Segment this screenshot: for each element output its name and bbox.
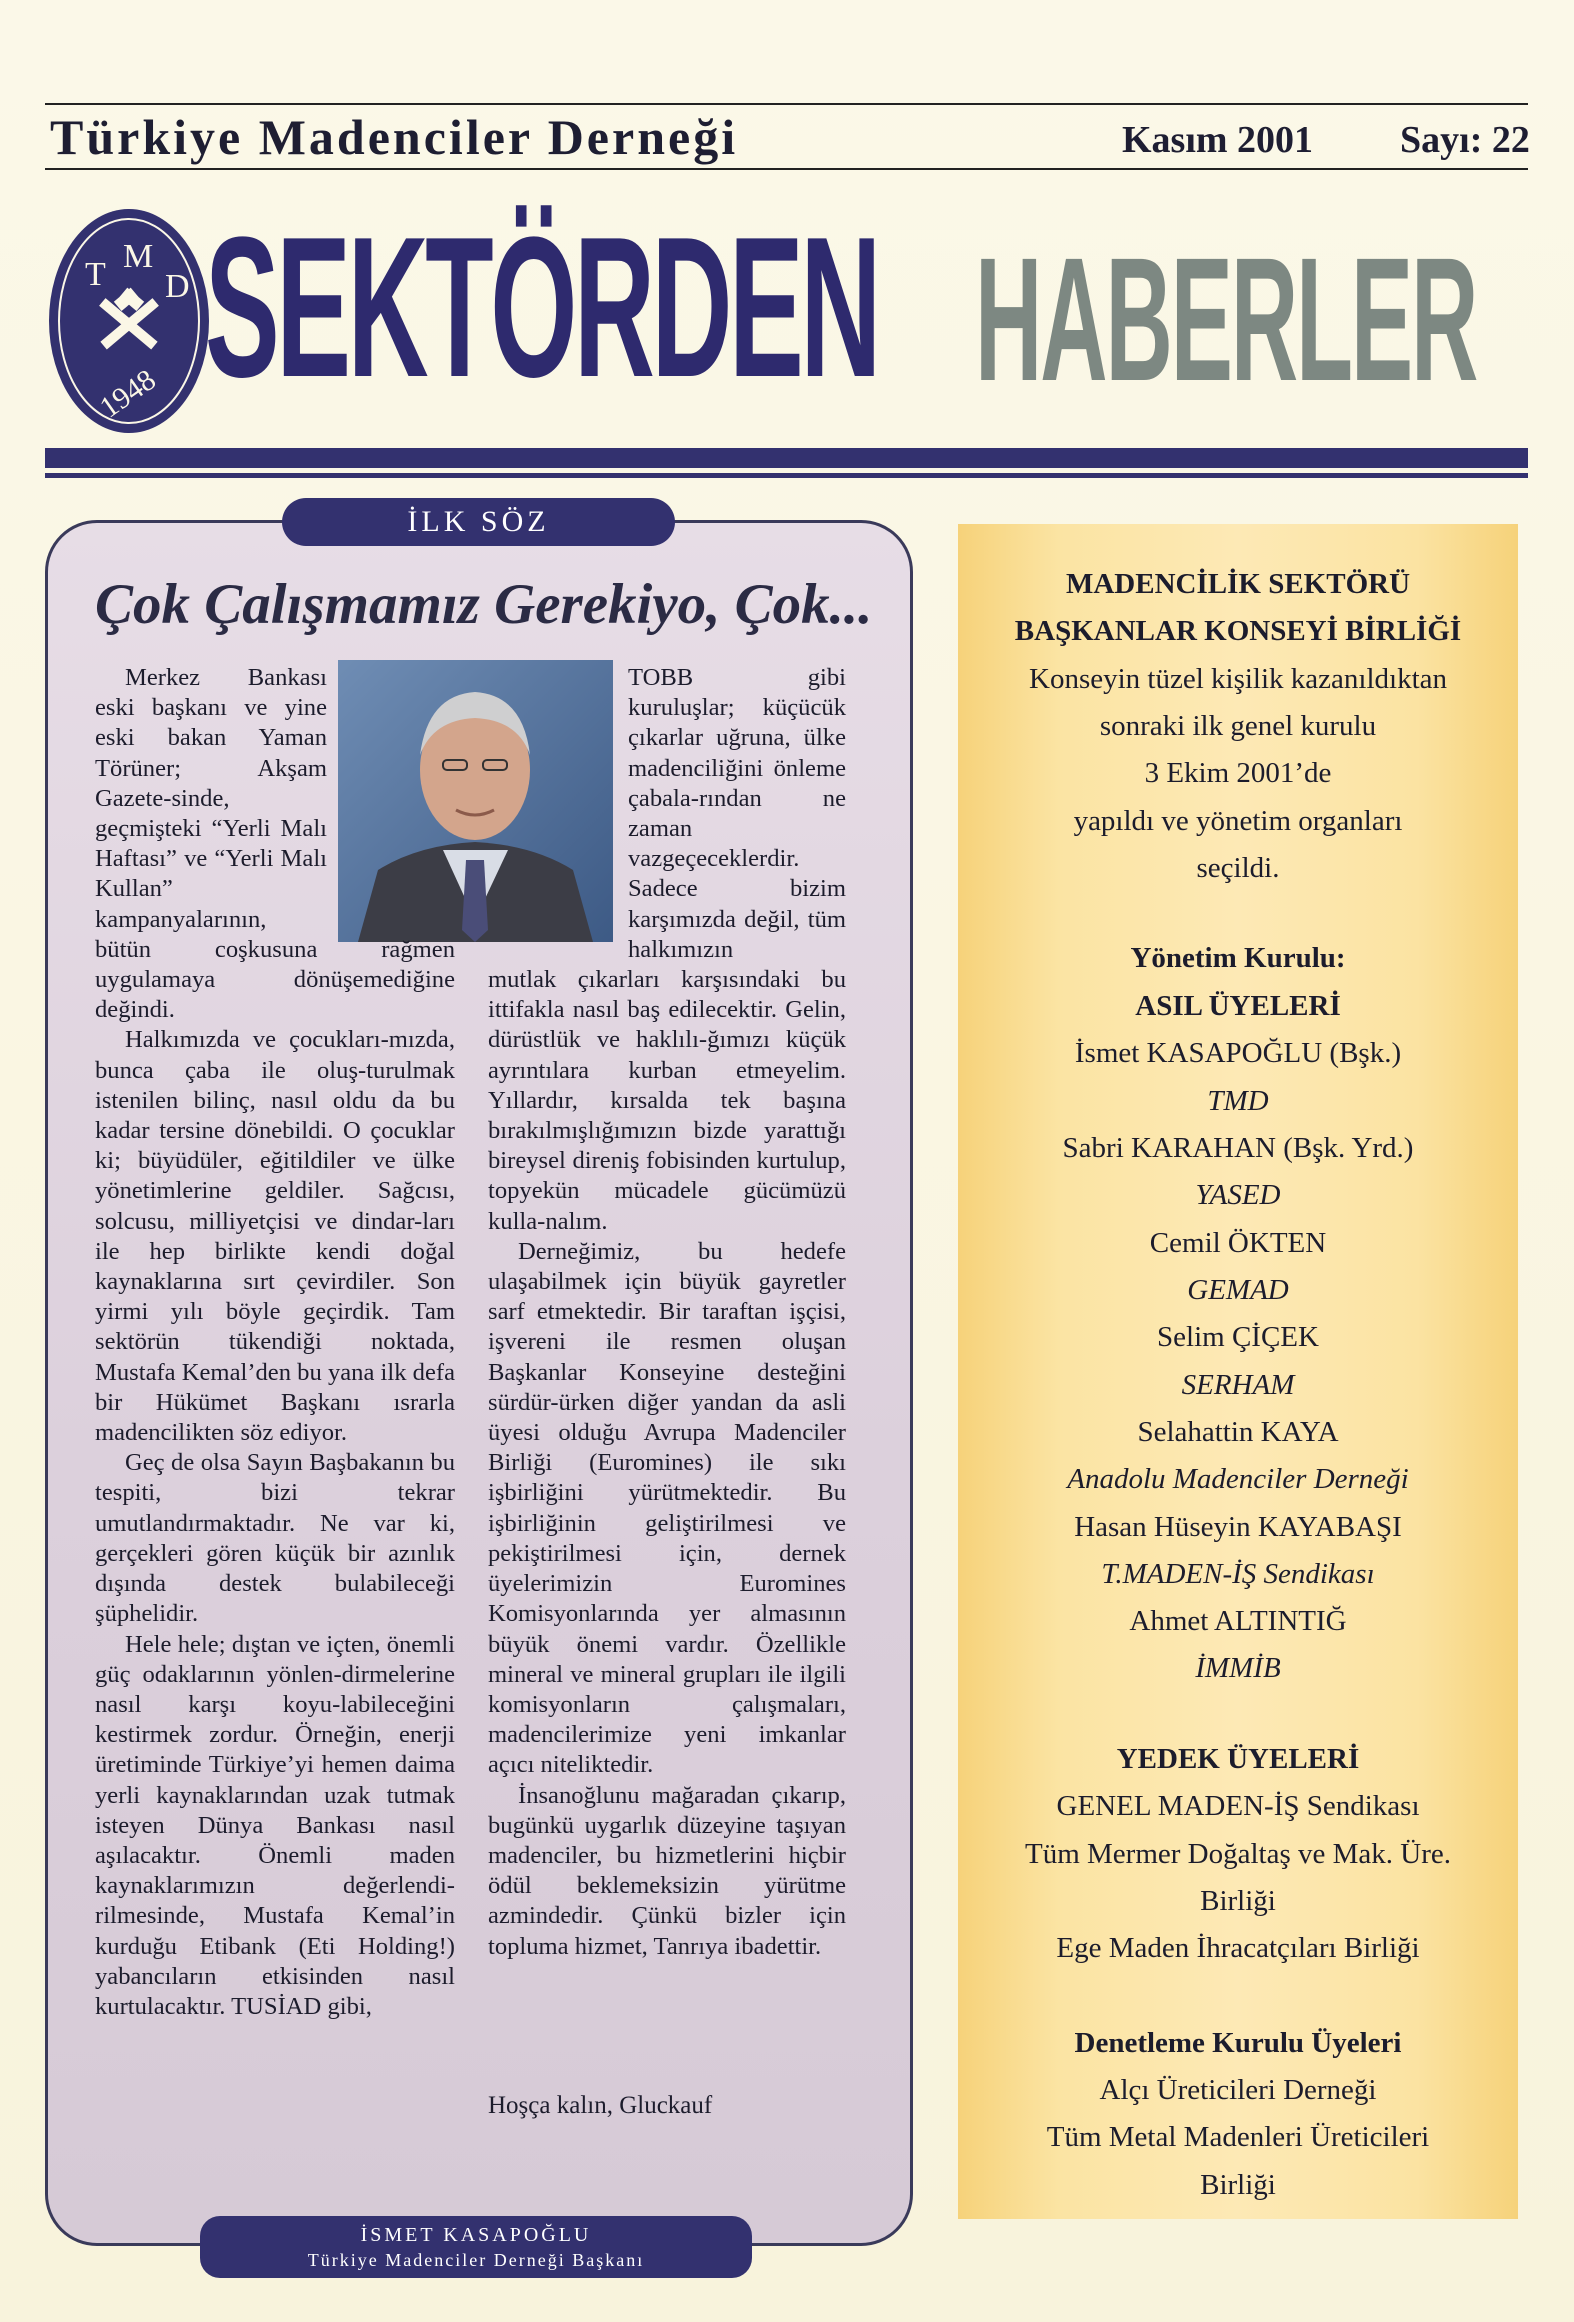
sidebar-intro-line: yapıldı ve yönetim organları	[1073, 805, 1403, 837]
member-org: Anadolu Madenciler Derneği	[1067, 1463, 1409, 1495]
logo-letter-m: M	[123, 238, 154, 275]
audit-line: Birliği	[1200, 2169, 1276, 2201]
author-name: İSMET KASAPOĞLU	[360, 2224, 592, 2246]
member-name: Cemil ÖKTEN	[1149, 1227, 1327, 1259]
member-name: Ahmet ALTINTIĞ	[1129, 1605, 1347, 1637]
paragraph: Geç de olsa Sayın Başbakanın bu tespiti, bizi tekrar umutlandırmaktadır. Ne var ki, gerçekleri gören küçük bir azınlık dışında destek bulabileceği şüphelidir.	[95, 1449, 455, 1628]
sidebar-intro-line: Konseyin tüzel kişilik kazanıldıktan	[1029, 663, 1447, 695]
member-name: Hasan Hüseyin KAYABAŞI	[1074, 1511, 1402, 1543]
member-org: İMMİB	[1195, 1652, 1281, 1684]
sidebar-intro-line: 3 Ekim 2001’de	[1144, 757, 1332, 789]
organization-name: Türkiye Madenciler Derneği	[50, 109, 739, 165]
board-heading: Yönetim Kurulu:	[1130, 942, 1346, 974]
signoff: Hoşça kalın, Gluckauf	[488, 2092, 713, 2119]
top-rule	[45, 103, 1528, 105]
logo-year: 1948	[93, 363, 162, 425]
sidebar-intro-line: seçildi.	[1196, 852, 1280, 884]
substitute-heading: YEDEK ÜYELERİ	[1116, 1743, 1360, 1775]
paragraph: bütün coşkusuna rağmen uygulamaya dönüşemediğine değindi.	[95, 935, 455, 1024]
logo-letter-t: T	[85, 256, 106, 293]
paragraph: İnsanoğlunu mağaradan çıkarıp, bugünkü uygarlık düzeyine taşıyan madenciler, bu hizmetlerini hiçbir ödül beklemeksizin yürütme azmindedir. Çünkü bizler için topluma hizmet, Tanrıya ibadettir.	[488, 1781, 846, 1960]
member-name: Sabri KARAHAN (Bşk. Yrd.)	[1062, 1132, 1414, 1164]
substitute-line: Tüm Mermer Doğaltaş ve Mak. Üre.	[1024, 1838, 1451, 1870]
audit-heading: Denetleme Kurulu Üyeleri	[1074, 2027, 1402, 2059]
principal-heading: ASIL ÜYELERİ	[1135, 990, 1341, 1022]
paragraph: TOBB gibi kuruluşlar; küçücük çıkarlar uğruna, ülke madenciliğini önleme çabala-rından ne zaman vazgeçeceklerdir. Sadece bizim karşımızda değil, tüm halkımızın	[628, 664, 846, 963]
substitute-line: Ege Maden İhracatçıları Birliği	[1056, 1932, 1420, 1964]
article-headline: Çok Çalışmamız Gerekiyo, Çok...	[95, 573, 873, 636]
member-name: Selim ÇİÇEK	[1157, 1321, 1319, 1353]
paragraph: Merkez Bankası eski başkanı ve yine eski bakan Yaman Törüner; Akşam Gazete-sinde, geçmişteki “Yerli Malı Haftası” ve “Yerli Malı Kullan” kampanyalarının,	[95, 664, 327, 933]
title-sektorden-text: SEKTÖRDEN	[205, 196, 878, 419]
substitute-line: Birliği	[1200, 1885, 1276, 1917]
member-org: TMD	[1207, 1085, 1269, 1117]
issue-number: Sayı: 22	[1400, 119, 1530, 161]
author-title: Türkiye Madenciler Derneği Başkanı	[307, 2250, 645, 2270]
article-column-2	[488, 663, 846, 1962]
audit-line: Tüm Metal Madenleri Üreticileri	[1046, 2121, 1430, 2153]
masthead-band-thin	[45, 473, 1528, 478]
member-org: SERHAM	[1181, 1369, 1295, 1401]
paragraph: Halkımızda ve çocukları-mızda, bunca çaba ile oluş-turulmak istenilen bilinç, nasıl oldu da bu kadar tersine dönebildi. O çocuklar ki; büyüdüler, eğitildiler ve ülke yönetimlerine geldiler. Sağcısı, solcusu, milliyetçisi ve dindar-ları ile hep birlikte kendi doğal kaynaklarına sırt çevirdiler. Son yirmi yılı böyle geçirdik. Tam sektörün tükendiği noktada, Mustafa Kemal’den bu yana ilk defa bir Hükümet Başkanı ısrarla madencilikten söz ediyor.	[95, 1026, 455, 1447]
title-haberler-text: HABERLER	[975, 222, 1477, 418]
sidebar-title-1: MADENCİLİK SEKTÖRÜ	[1065, 568, 1411, 600]
author-ribbon	[200, 2216, 752, 2278]
article-column-1	[95, 663, 455, 2022]
logo-letter-d: D	[165, 268, 190, 305]
title-sektorden	[205, 170, 985, 445]
sidebar-intro-line: sonraki ilk genel kurulu	[1099, 710, 1377, 742]
substitute-line: GENEL MADEN-İŞ Sendikası	[1056, 1790, 1420, 1822]
paragraph: Hele hele; dıştan ve içten, önemli güç odaklarının yönlen-dirmelerine nasıl karşı koyu-labileceğini kestirmek zordur. Örneğin, enerji üretiminde Türkiye’yi hemen daima yerli kaynaklarından uzak tutmak isteyen Dünya Bankası nasıl aşılacaktır. Önemli maden kaynaklarımızın değerlendi-rilmesinde, Mustafa Kemal’in kurduğu Etibank (Eti Holding!) yabancıların etkisinden nasıl kurtulacaktır. TUSİAD gibi,	[95, 1630, 455, 2020]
audit-line: Alçı Üreticileri Derneği	[1099, 2074, 1377, 2106]
tmd-logo-icon	[45, 205, 213, 437]
paragraph: Derneğimiz, bu hedefe ulaşabilmek için büyük gayretler sarf etmektedir. Bir taraftan işçisi, işvereni ile resmen oluşan Başkanlar Konseyine desteğini sürdür-ürken diğer yandan da asli üyesi olduğu Avrupa Madenciler Birliği (Euromines) ile sıkı işbirliğini yürütmektedir. Bu işbirliğinin geliştirilmesi ve pekiştirilmesi için, dernek üyelerimizin Euromines Komisyonlarında yer almasının büyük önemi vardır. Özellikle mineral ve mineral grupları ile ilgili komisyonların çalışmaları, madencilerimize yeni imkanlar açıcı niteliktedir.	[488, 1237, 846, 1779]
section-label: İLK SÖZ	[282, 498, 675, 546]
member-org: T.MADEN-İŞ Sendikası	[1101, 1558, 1375, 1590]
masthead-band	[45, 448, 1528, 468]
sidebar-title-2: BAŞKANLAR KONSEYİ BİRLİĞİ	[1014, 615, 1462, 647]
title-haberler	[975, 195, 1535, 445]
member-name: Selahattin KAYA	[1137, 1416, 1339, 1448]
issue-date: Kasım 2001	[1122, 119, 1314, 161]
paragraph: mutlak çıkarları karşısındaki bu ittifakla nasıl baş edilecektir. Gelin, dürüstlük ve haklılı-ğımızı küçük ayrıntılara kurban etmeyelim. Yıllardır, kırsalda tek başına bırakılmışlığımızın bizde yarattığı bireysel direniş fobisinden kurtulup, topyekün mücadele gücümüzü kulla-nalım.	[488, 966, 846, 1235]
member-name: İsmet KASAPOĞLU (Bşk.)	[1074, 1037, 1402, 1069]
member-org: YASED	[1195, 1179, 1281, 1211]
member-org: GEMAD	[1187, 1274, 1289, 1306]
